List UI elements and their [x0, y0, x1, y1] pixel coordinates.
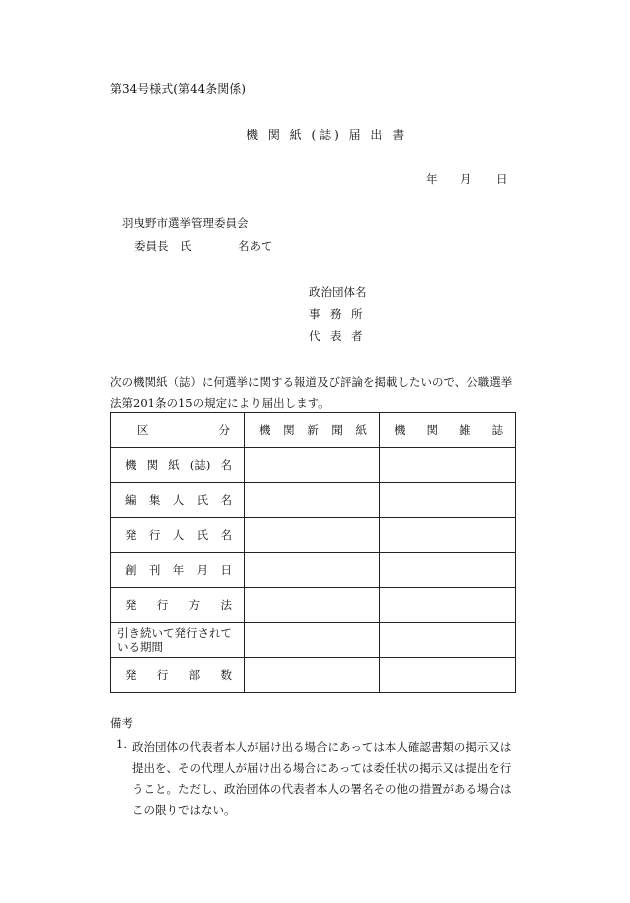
magazine-input-cell[interactable] [380, 588, 516, 623]
newspaper-input-cell[interactable] [245, 483, 380, 518]
registration-table [110, 412, 516, 693]
header-magazine [380, 413, 516, 448]
table-row [111, 588, 516, 623]
sender-office-label [309, 306, 372, 322]
label-char: 人 [172, 528, 185, 542]
header-char: 聞 [331, 423, 343, 437]
body-text: 次の機関紙（誌）に何選挙に関する報道及び評論を掲載したいので、公職選挙法第201条の15の規定により届出します。 [110, 375, 513, 410]
label-char: 行 [156, 668, 169, 682]
magazine-input-cell[interactable] [380, 518, 516, 553]
label-char: 発 [125, 528, 137, 542]
header-char: 新 [307, 423, 319, 437]
header-char: 分 [218, 423, 230, 437]
newspaper-input-cell[interactable] [245, 553, 380, 588]
table-row [111, 553, 516, 588]
sender-org-name-label: 政治団体名 [309, 285, 367, 299]
office-char: 務 [330, 307, 342, 321]
header-newspaper [245, 413, 380, 448]
table-row [111, 483, 516, 518]
chair-title: 委員長 [134, 239, 169, 253]
note-text: 政治団体の代表者本人が届け出る場合にあっては本人確認書類の掲示又は提出を、その代理人が届け出る場合にあっては委任状の掲示又は提出を行うこと。ただし、政治団体の代表者本人の署名その他の措置がある場合はこの限りではない。 [132, 740, 512, 817]
label-char: 月 [196, 563, 209, 577]
row-label [111, 623, 245, 658]
magazine-input-cell[interactable] [380, 658, 516, 693]
table-row [111, 658, 516, 693]
label-char: 人 [172, 493, 185, 507]
label-char: 氏 [196, 493, 209, 507]
magazine-input-cell[interactable] [380, 483, 516, 518]
label-char: 行 [148, 528, 161, 542]
date-day-label: 日 [496, 172, 508, 186]
label-char: 年 [172, 563, 185, 577]
label-char: 編 [125, 493, 137, 507]
label-char: 発 [125, 668, 137, 682]
newspaper-input-cell[interactable] [245, 658, 380, 693]
row-label [111, 518, 245, 553]
header-char: 区 [137, 423, 149, 437]
row-label [111, 658, 245, 693]
label-char: 名 [220, 493, 232, 507]
row-label [111, 553, 245, 588]
office-char: 事 [309, 307, 321, 321]
date-year-label: 年 [426, 172, 438, 186]
sender-representative-label [309, 328, 372, 344]
addressee-chair [134, 238, 273, 254]
label-char: 紙 [168, 458, 180, 472]
label-char: 部 [188, 668, 201, 682]
label-char: (誌) [189, 458, 211, 472]
header-category [111, 413, 245, 448]
table-row [111, 518, 516, 553]
label-char: 名 [220, 528, 232, 542]
label-char: 機 [125, 458, 137, 472]
newspaper-input-cell[interactable] [245, 588, 380, 623]
table-row [111, 623, 516, 658]
label-char: 創 [125, 563, 137, 577]
row-label [111, 448, 245, 483]
label-char: 行 [156, 598, 169, 612]
header-char: 機 [394, 423, 406, 437]
label-char: 関 [146, 458, 159, 472]
label-char: 名 [220, 458, 232, 472]
representative-char: 表 [330, 329, 342, 343]
office-char: 所 [351, 307, 363, 321]
representative-char: 者 [351, 329, 363, 343]
header-char: 雑 [459, 423, 471, 437]
representative-char: 代 [309, 329, 321, 343]
header-char: 誌 [491, 423, 503, 437]
header-char: 紙 [355, 423, 367, 437]
header-char: 関 [426, 423, 438, 437]
row-label-text: 引き続いて発行されている期間 [117, 626, 232, 654]
page-title: 機 関 紙 (誌) 届 出 書 [246, 128, 408, 142]
header-char: 関 [283, 423, 295, 437]
chair-honorific: 氏 [180, 239, 192, 253]
row-label [111, 483, 245, 518]
notes-heading: 備考 [110, 716, 133, 730]
label-char: 日 [220, 563, 232, 577]
table-header-row [111, 413, 516, 448]
label-char: 集 [148, 493, 161, 507]
label-char: 数 [220, 668, 232, 682]
addressee-organization: 羽曳野市選挙管理委員会 [122, 216, 249, 230]
newspaper-input-cell[interactable] [245, 518, 380, 553]
label-char: 刊 [148, 563, 161, 577]
label-char: 法 [220, 598, 232, 612]
magazine-input-cell[interactable] [380, 448, 516, 483]
table-row [111, 448, 516, 483]
label-char: 方 [188, 598, 201, 612]
note-number: 1. [116, 737, 127, 751]
newspaper-input-cell[interactable] [245, 623, 380, 658]
form-number: 第34号様式(第44条関係) [110, 82, 246, 96]
label-char: 発 [125, 598, 137, 612]
newspaper-input-cell[interactable] [245, 448, 380, 483]
magazine-input-cell[interactable] [380, 623, 516, 658]
label-char: 氏 [196, 528, 209, 542]
date-month-label: 月 [460, 172, 472, 186]
magazine-input-cell[interactable] [380, 553, 516, 588]
row-label [111, 588, 245, 623]
header-char: 機 [259, 423, 271, 437]
chair-suffix: 名あて [238, 239, 273, 253]
